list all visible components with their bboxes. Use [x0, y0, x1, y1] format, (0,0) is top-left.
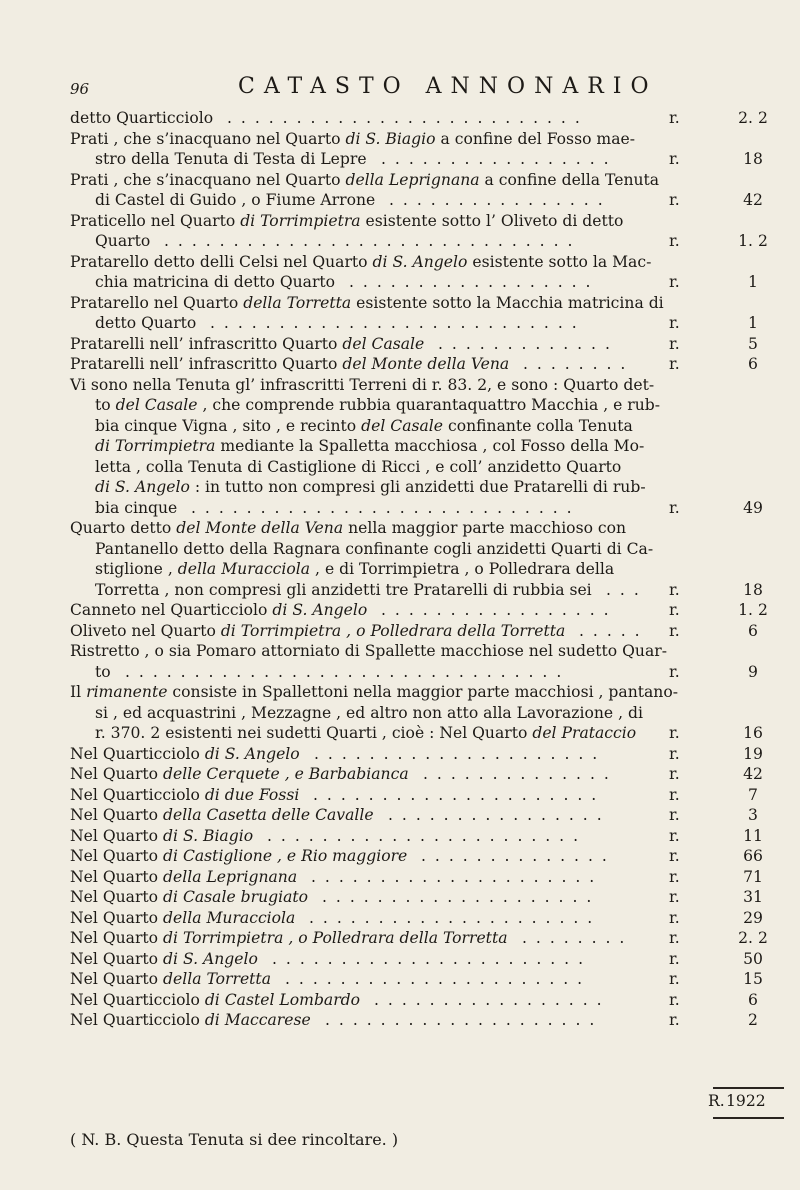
entry-text: Pratarello nel Quarto della Torretta esistente sotto la Macchia matricina di — [70, 293, 664, 312]
entry-text: to — [95, 662, 111, 681]
entry-text: chia matricina di detto Quarto — [95, 273, 336, 291]
entry-text: Oliveto nel Quarto di Torrimpietra , o Polledrara della Torretta — [70, 621, 566, 640]
entry-text: bia cinque — [95, 498, 178, 517]
unit-label: r. — [669, 273, 680, 291]
catalog-entry — [0, 928, 800, 949]
leader-dots: . . . . . . . . . . . . . . . . . . . . . . — [285, 970, 585, 988]
catalog-entry — [0, 887, 800, 908]
entry-line — [0, 436, 800, 457]
entry-line — [0, 949, 800, 970]
quantity: 2 — [748, 1011, 758, 1029]
entry-text: Nel Quarticciolo di due Fossi — [70, 785, 300, 804]
catalog-entry — [0, 785, 800, 806]
entry-line — [0, 395, 800, 416]
entry-line — [0, 252, 800, 273]
entry-text: Pantanello detto della Ragnara confinante cogli anzidetti Quarti di Ca- — [95, 539, 654, 558]
entry-line — [0, 498, 800, 519]
entry-line — [0, 190, 800, 211]
quantity: 18 — [743, 580, 763, 599]
leader-dots: . . . . . . . . . . . . . . . . . . . . — [325, 1011, 597, 1029]
unit-label: r. — [669, 806, 680, 824]
leader-dots: . . . . . . . . . . . . . . . . . . . . . . . . . . — [227, 109, 582, 127]
entry-line — [0, 170, 800, 191]
leader-dots: . . . — [606, 580, 641, 599]
entry-text: Torretta , non compresi gli anzidetti tre Pratarelli di rubbia sei — [95, 580, 592, 599]
entry-line — [0, 887, 800, 908]
unit-label: r. — [669, 826, 680, 845]
catalog-entry — [0, 621, 800, 642]
quantity: 3 — [748, 806, 758, 824]
quantity: 49 — [743, 498, 763, 517]
leader-dots: . . . . . . . . . . . . . . . . . . . . . — [314, 744, 600, 763]
entry-text: detto Quarticciolo — [70, 109, 214, 127]
entry-text: Nel Quarto di S. Angelo — [70, 949, 258, 968]
quantity: 7 — [748, 785, 758, 804]
quantity: 31 — [743, 888, 763, 906]
entry-text: Il rimanente consiste in Spallettoni nella maggior parte macchiosi , pantano- — [70, 683, 679, 701]
unit-label: r. — [669, 765, 680, 783]
leader-dots: . . . . . . . . . . . . . . — [423, 765, 611, 783]
unit-label: r. — [669, 355, 680, 373]
entry-line — [0, 334, 800, 355]
catalog-entry — [0, 867, 800, 888]
unit-label: r. — [669, 498, 680, 517]
catalog-entry — [0, 170, 800, 211]
quantity: 9 — [748, 662, 758, 681]
unit-label: r. — [669, 314, 680, 332]
unit-label: r. — [669, 970, 680, 988]
entry-text: stro della Tenuta di Testa di Lepre — [95, 150, 367, 168]
entry-text: Quarto — [95, 232, 151, 250]
leader-dots: . . . . . . . . . . . . . . . . . . . . . . . — [267, 826, 581, 845]
quantity: 5 — [748, 334, 758, 353]
entry-line — [0, 231, 800, 252]
page-number: 96 — [70, 80, 90, 98]
leader-dots: . . . . . . . . . . . . . . . . . — [374, 990, 604, 1009]
entry-line — [0, 600, 800, 621]
unit-label: r. — [669, 785, 680, 804]
quantity: 2. 2 — [738, 929, 768, 947]
entry-line — [0, 641, 800, 662]
entry-line — [0, 785, 800, 806]
catalog-entry — [0, 805, 800, 826]
unit-label: r. — [669, 847, 680, 865]
leader-dots: . . . . . . . . . . . . . . . . . . . . . . . . . . . . . . — [164, 232, 575, 250]
catalog-entry — [0, 969, 800, 990]
entry-text: bia cinque Vigna , sito , e recinto del Casale confinante colla Tenuta — [95, 416, 633, 435]
catalog-entry — [0, 375, 800, 519]
entry-line — [0, 477, 800, 498]
entry-text: detto Quarto — [95, 314, 197, 332]
catalog-entry — [0, 990, 800, 1011]
quantity: 19 — [743, 744, 763, 763]
leader-dots: . . . . . . . . . . . . . . . . . . . . . — [309, 908, 595, 927]
quantity: 16 — [743, 724, 763, 742]
unit-label: r. — [669, 334, 680, 353]
entry-text: Praticello nel Quarto di Torrimpietra esistente sotto l’ Oliveto di detto — [70, 211, 624, 230]
leader-dots: . . . . . . . . . . . . . . . . — [389, 191, 605, 209]
quantity: 66 — [743, 847, 763, 865]
catalog-entry — [0, 252, 800, 293]
quantity: 6 — [748, 990, 758, 1009]
unit-label: r. — [669, 724, 680, 742]
quantity: 2. 2 — [738, 109, 768, 127]
entry-line — [0, 826, 800, 847]
unit-label: r. — [669, 908, 680, 927]
leader-dots: . . . . . . . . . . . . . . . . . . . . . — [313, 785, 599, 804]
catalog-entry — [0, 518, 800, 600]
total-label: R. — [708, 1092, 725, 1110]
quantity: 42 — [743, 765, 763, 783]
entry-line — [0, 908, 800, 929]
unit-label: r. — [669, 232, 680, 250]
entry-line — [0, 682, 800, 703]
unit-label: r. — [669, 191, 680, 209]
entry-line — [0, 518, 800, 539]
total-value: 1922 — [726, 1092, 766, 1110]
entry-line — [0, 539, 800, 560]
entry-text: si , ed acquastrini , Mezzagne , ed altro non atto alla Lavorazione , di — [95, 703, 643, 722]
quantity: 1. 2 — [738, 601, 768, 619]
quantity: 11 — [743, 826, 763, 845]
entry-line — [0, 559, 800, 580]
unit-label: r. — [669, 662, 680, 681]
entries-list — [0, 108, 800, 1031]
unit-label: r. — [669, 949, 680, 968]
unit-label: r. — [669, 929, 680, 947]
catalog-entry — [0, 908, 800, 929]
leader-dots: . . . . . . . . . . . . . . . . . . . . — [322, 888, 594, 906]
total-row — [0, 1092, 800, 1114]
entry-text: stiglione , della Muracciola , e di Torrimpietra , o Polledrara della — [95, 560, 615, 578]
entry-line — [0, 149, 800, 170]
unit-label: r. — [669, 744, 680, 763]
page-header — [70, 74, 670, 104]
entry-line — [0, 580, 800, 601]
entry-line — [0, 457, 800, 478]
leader-dots: . . . . . . . . . . . . . — [438, 334, 612, 353]
entry-text: Pratarello detto delli Celsi nel Quarto di S. Angelo esistente sotto la Mac- — [70, 252, 652, 271]
unit-label: r. — [669, 601, 680, 619]
running-title: CATASTO ANNONARIO — [238, 74, 658, 99]
entry-line — [0, 211, 800, 232]
entry-line — [0, 662, 800, 683]
entry-text: Pratarelli nell’ infrascritto Quarto del Casale — [70, 334, 425, 353]
entry-text: Nel Quarto della Torretta — [70, 970, 271, 988]
unit-label: r. — [669, 621, 680, 640]
unit-label: r. — [669, 1011, 680, 1029]
entry-text: di Castel di Guido , o Fiume Arrone — [95, 191, 376, 209]
catalog-entry — [0, 826, 800, 847]
entry-text: Ristretto , o sia Pomaro attorniato di Spallette macchiose nel sudetto Quar- — [70, 642, 667, 660]
entry-line — [0, 293, 800, 314]
entry-text: Pratarelli nell’ infrascritto Quarto del Monte della Vena — [70, 355, 510, 373]
entry-text: Nel Quarto della Muracciola — [70, 908, 296, 927]
leader-dots: . . . . . . . . . . . . . . . . . . . . . . . . . . . — [210, 314, 579, 332]
catalog-entry — [0, 354, 800, 375]
quantity: 50 — [743, 949, 763, 968]
catalog-entry — [0, 108, 800, 129]
catalog-entry — [0, 129, 800, 170]
entry-text: Nel Quarto delle Cerquete , e Barbabianca — [70, 765, 409, 783]
unit-label: r. — [669, 150, 680, 168]
total-rule-bottom — [713, 1117, 784, 1119]
entry-line — [0, 805, 800, 826]
quantity: 42 — [743, 191, 763, 209]
leader-dots: . . . . . — [579, 621, 642, 640]
entry-text: Nel Quarticciolo di Castel Lombardo — [70, 990, 361, 1009]
entry-line — [0, 129, 800, 150]
entry-text: r. 370. 2 esistenti nei sudetti Quarti , cioè : Nel Quarto del Prataccio — [95, 724, 637, 742]
catalog-entry — [0, 949, 800, 970]
footnote: ( N. B. Questa Tenuta si dee rincoltare. ) — [70, 1130, 399, 1149]
unit-label: r. — [669, 888, 680, 906]
quantity: 6 — [748, 621, 758, 640]
entry-text: Nel Quarticciolo di S. Angelo — [70, 744, 300, 763]
catalog-entry — [0, 1010, 800, 1031]
entry-line — [0, 354, 800, 375]
catalog-entry — [0, 211, 800, 252]
entry-line — [0, 990, 800, 1011]
entry-text: Nel Quarto di Castiglione , e Rio maggiore — [70, 847, 408, 865]
entry-line — [0, 108, 800, 129]
entry-line — [0, 846, 800, 867]
leader-dots: . . . . . . . . . . . . . . . . . — [381, 150, 611, 168]
unit-label: r. — [669, 580, 680, 599]
leader-dots: . . . . . . . . — [522, 929, 627, 947]
unit-label: r. — [669, 867, 680, 886]
entry-text: letta , colla Tenuta di Castiglione di Ricci , e coll’ anzidetto Quarto — [95, 457, 622, 476]
entry-text: Nel Quarto di Casale brugiato — [70, 888, 309, 906]
leader-dots: . . . . . . . . — [523, 355, 628, 373]
entry-text: di S. Angelo : in tutto non compresi gli anzidetti due Pratarelli di rub- — [95, 478, 646, 496]
quantity: 1 — [748, 273, 758, 291]
entry-text: Prati , che s’inacquano nel Quarto della Leprignana a confine della Tenuta — [70, 170, 660, 189]
entry-text: Prati , che s’inacquano nel Quarto di S. Biagio a confine del Fosso mae- — [70, 129, 635, 148]
catalog-entry — [0, 293, 800, 334]
quantity: 1 — [748, 314, 758, 332]
entry-line — [0, 272, 800, 293]
entry-text: to del Casale , che comprende rubbia quarantaquattro Macchia , e rub- — [95, 396, 661, 414]
entry-line — [0, 744, 800, 765]
catalog-entry — [0, 764, 800, 785]
entry-text: Vi sono nella Tenuta gl’ infrascritti Terreni di r. 83. 2, e sono : Quarto det- — [70, 375, 655, 394]
entry-line — [0, 313, 800, 334]
unit-label: r. — [669, 990, 680, 1009]
entry-line — [0, 621, 800, 642]
entry-text: Quarto detto del Monte della Vena nella maggior parte macchioso con — [70, 519, 627, 537]
unit-label: r. — [669, 109, 680, 127]
leader-dots: . . . . . . . . . . . . . . . . — [388, 806, 604, 824]
catalog-entry — [0, 334, 800, 355]
entry-line — [0, 867, 800, 888]
entry-text: Nel Quarto di S. Biagio — [70, 826, 254, 845]
quantity: 6 — [748, 355, 758, 373]
entry-text: Nel Quarto della Casetta delle Cavalle — [70, 806, 374, 824]
entry-text: Nel Quarticciolo di Maccarese — [70, 1011, 311, 1029]
quantity: 1. 2 — [738, 232, 768, 250]
entry-line — [0, 764, 800, 785]
leader-dots: . . . . . . . . . . . . . . . . . — [381, 601, 611, 619]
entry-line — [0, 416, 800, 437]
leader-dots: . . . . . . . . . . . . . . . . . . . . . — [311, 867, 597, 886]
leader-dots: . . . . . . . . . . . . . . — [421, 847, 609, 865]
entry-line — [0, 723, 800, 744]
quantity: 18 — [743, 150, 763, 168]
quantity: 71 — [743, 867, 763, 886]
leader-dots: . . . . . . . . . . . . . . . . . . . . . . . — [272, 949, 586, 968]
leader-dots: . . . . . . . . . . . . . . . . . . . . . . . . . . . . — [191, 498, 574, 517]
entry-text: Canneto nel Quarticciolo di S. Angelo — [70, 601, 368, 619]
entry-line — [0, 1010, 800, 1031]
catalog-entry — [0, 744, 800, 765]
catalog-entry — [0, 846, 800, 867]
entry-line — [0, 703, 800, 724]
total-rule — [713, 1087, 784, 1089]
entry-text: Nel Quarto della Leprignana — [70, 867, 298, 886]
leader-dots: . . . . . . . . . . . . . . . . . . — [349, 273, 593, 291]
catalog-entry — [0, 600, 800, 621]
entry-text: di Torrimpietra mediante la Spalletta macchiosa , col Fosso della Mo- — [95, 437, 645, 455]
entry-text: Nel Quarto di Torrimpietra , o Polledrara della Torretta — [70, 929, 508, 947]
quantity: 29 — [743, 908, 763, 927]
quantity: 15 — [743, 970, 763, 988]
catalog-entry — [0, 682, 800, 744]
leader-dots: . . . . . . . . . . . . . . . . . . . . . . . . . . . . . . . . — [125, 662, 564, 681]
entry-line — [0, 375, 800, 396]
entry-line — [0, 969, 800, 990]
entry-line — [0, 928, 800, 949]
catalog-entry — [0, 641, 800, 682]
